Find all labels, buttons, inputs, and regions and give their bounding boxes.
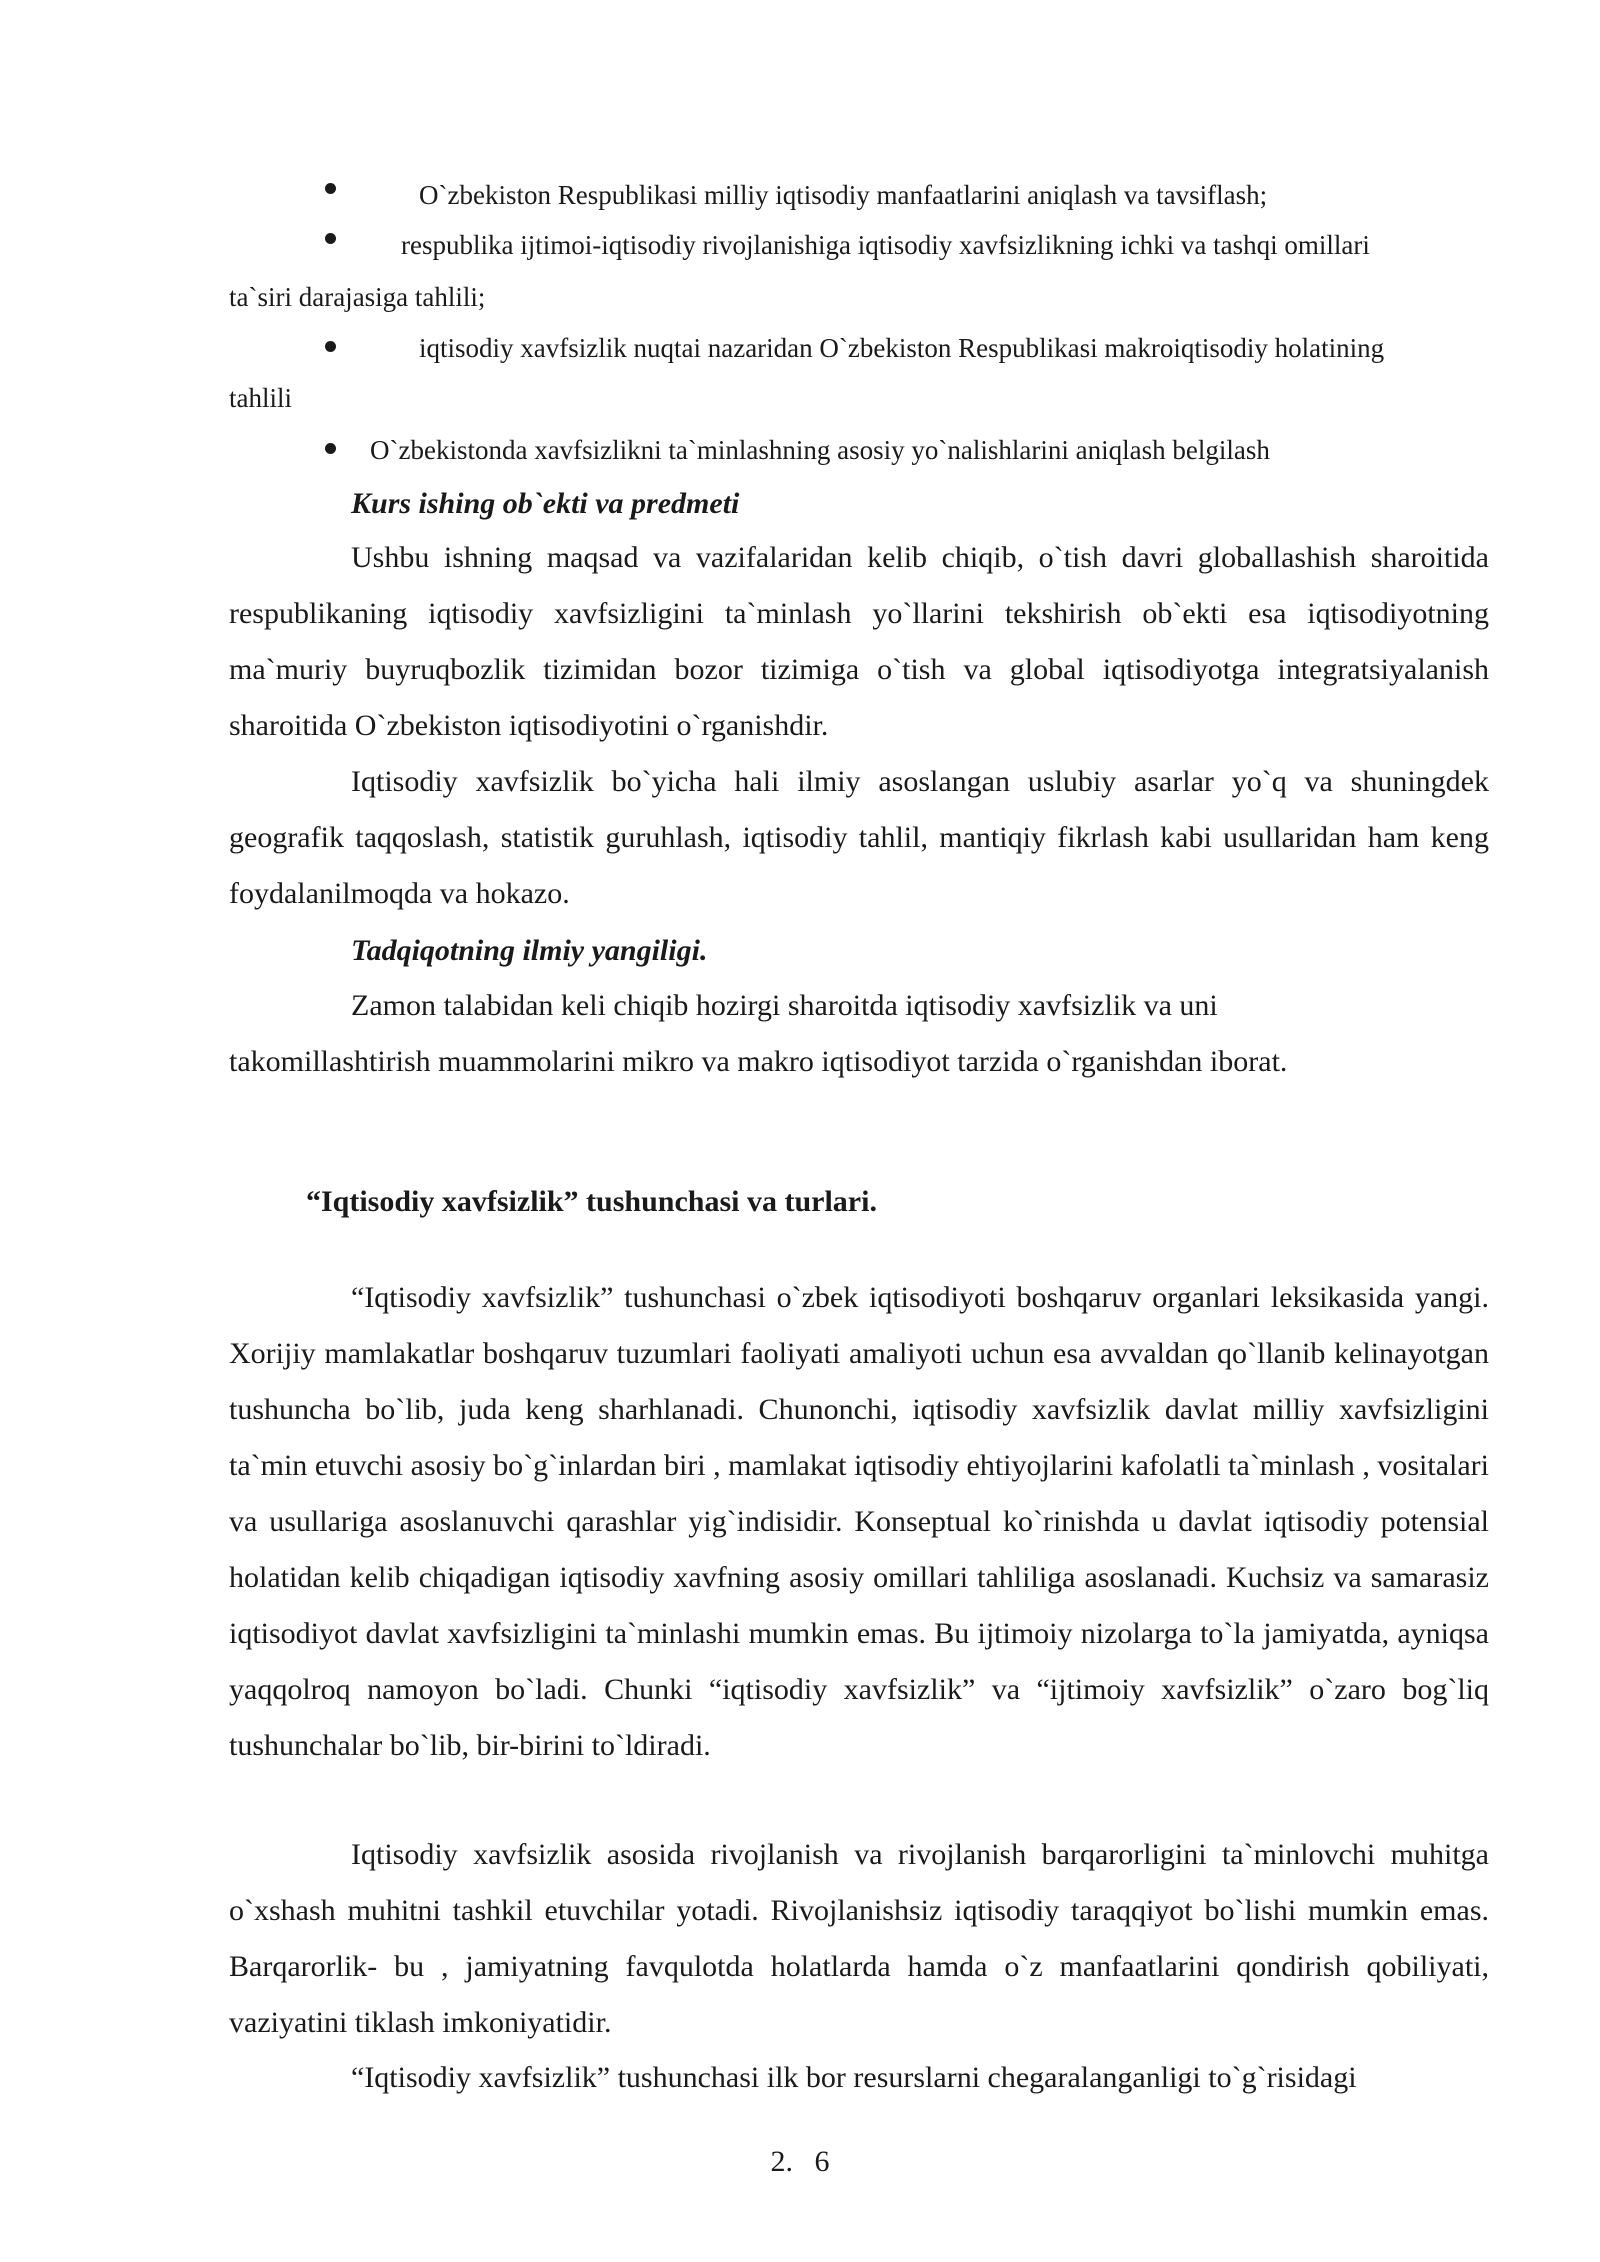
- bullet-dot-icon: [325, 443, 336, 454]
- novelty-heading: Tadqiqotning ilmiy yangiligi.: [351, 934, 708, 967]
- novelty-line: takomillashtirish muammolarini mikro va makro iqtisodiyot tarzida o`rganishdan iborat.: [229, 1045, 1288, 1078]
- object-paragraph: Iqtisodiy xavfsizlik bo`yicha hali ilmiy asoslangan uslubiy asarlar yo`q va shuningdek geografik taqqoslash, statistik guruhlash, iqtisodiy tahlil, mantiqiy fikrlash kabi usullaridan ham keng foydalanilmoqda va hokazo.: [229, 765, 1489, 910]
- bullet-dot-icon: [325, 341, 336, 352]
- bullet-continuation: ta`siri darajasiga tahlili;: [229, 282, 486, 312]
- bullet-dot-icon: [325, 233, 336, 244]
- section-paragraph: Iqtisodiy xavfsizlik asosida rivojlanish va rivojlanish barqarorligini ta`minlovchi muhitga o`xshash muhitni tashkil etuvchilar yotadi. Rivojlanishsiz iqtisodiy taraqqiyot bo`lishi mumkin emas. Barqarorlik- bu , jamiyatning favqulotda holatlarda hamda o`z manfaatlarini qondirish qobiliyati, vaziyatini tiklash imkoniyatidir.: [229, 1838, 1489, 2039]
- section-paragraph: “Iqtisodiy xavfsizlik” tushunchasi o`zbek iqtisodiyoti boshqaruv organlari leksikasida yangi. Xorijiy mamlakatlar boshqaruv tuzumlari faoliyati amaliyoti uchun esa avvaldan qo`llanib kelinayotgan tushuncha bo`lib, juda keng sharhlanadi. Chunonchi, iqtisodiy xavfsizlik davlat milliy xavfsizligini ta`min etuvchi asosiy bo`g`inlardan biri , mamlakat iqtisodiy ehtiyojlarini kafolatli ta`minlash , vositalari va usullariga asoslanuvchi qarashlar yig`indisidir. Konseptual ko`rinishda u davlat iqtisodiy potensial holatidan kelib chiqadigan iqtisodiy xavfning asosiy omillari tahliliga asoslanadi. Kuchsiz va samarasiz iqtisodiyot davlat xavfsizligini ta`minlashi mumkin emas. Bu ijtimoiy nizolarga to`la jamiyatda, ayniqsa yaqqolroq namoyon bo`ladi. Chunki “iqtisodiy xavfsizlik” va “ijtimoiy xavfsizlik” o`zaro bog`liq tushunchalar bo`lib, bir-birini to`ldiradi.: [229, 1281, 1489, 1762]
- section-title: “Iqtisodiy xavfsizlik” tushunchasi va turlari.: [306, 1185, 877, 1218]
- bullet-item: respublika ijtimoi-iqtisodiy rivojlanishiga iqtisodiy xavfsizlikning ichki va tashqi omillari: [401, 230, 1370, 260]
- bullet-item: O`zbekiston Respublikasi milliy iqtisodiy manfaatlarini aniqlash va tavsiflash;: [419, 180, 1268, 210]
- novelty-line: Zamon talabidan keli chiqib hozirgi sharoitda iqtisodiy xavfsizlik va uni: [351, 989, 1218, 1022]
- object-paragraph: Ushbu ishning maqsad va vazifalaridan kelib chiqib, o`tish davri globallashish sharoitida respublikaning iqtisodiy xavfsizligini ta`minlash yo`llarini tekshirish ob`ekti esa iqtisodiyotning ma`muriy buyruqbozlik tizimidan bozor tizimiga o`tish va global iqtisodiyotga integratsiyalanish sharoitida O`zbekiston iqtisodiyotini o`rganishdir.: [229, 541, 1489, 742]
- section-paragraph: “Iqtisodiy xavfsizlik” tushunchasi ilk bor resurslarni chegaralanganligi to`g`risidagi: [351, 2061, 1357, 2094]
- bullet-item: O`zbekistonda xavfsizlikni ta`minlashning asosiy yo`nalishlarini aniqlash belgilash: [370, 435, 1270, 465]
- bullet-continuation: tahlili: [229, 383, 292, 413]
- bullet-dot-icon: [325, 183, 336, 194]
- page-number: 2. 6: [770, 2145, 830, 2178]
- bullet-item: iqtisodiy xavfsizlik nuqtai nazaridan O`zbekiston Respublikasi makroiqtisodiy holatining: [419, 333, 1385, 363]
- object-heading: Kurs ishing ob`ekti va predmeti: [351, 487, 740, 520]
